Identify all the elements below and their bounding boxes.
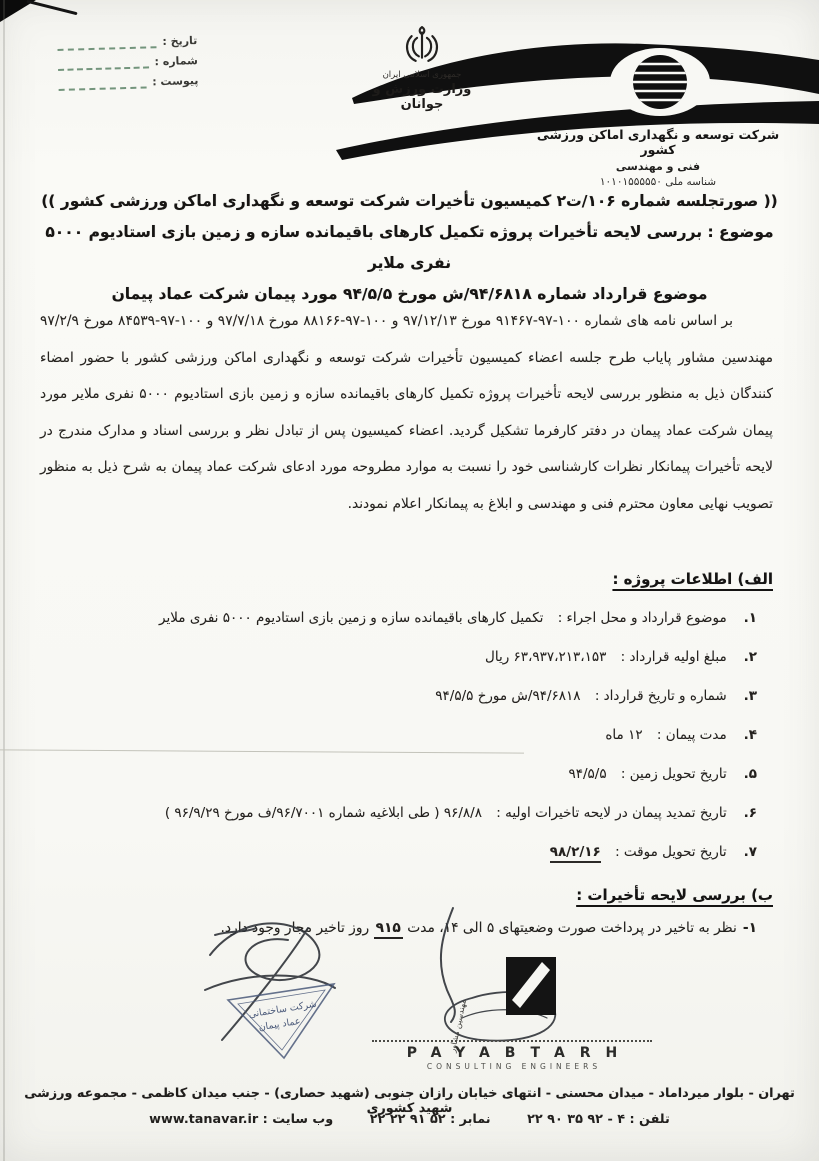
project-info-list [30, 606, 757, 879]
attachment-field [58, 74, 198, 91]
project-item-1 [30, 606, 757, 630]
item-value: ۱۲ ماه [605, 727, 643, 743]
footer-contact-line [24, 1112, 795, 1127]
company-national-id: شناسه ملی ۱۰۱۰۱۵۵۵۵۵۰ [599, 176, 717, 188]
payabtarh-logo-icon [506, 957, 556, 1015]
item-number: ۱- [742, 920, 757, 936]
subject-line: موضوع : بررسی لایحه تأخیرات پروژه تکمیل کارهای باقیمانده سازه و زمین بازی استادیوم ۵۰۰۰ نفری ملایر [45, 223, 774, 272]
project-item-4 [30, 723, 757, 747]
item-value: ۹۴/۶۸۱۸/ش مورخ ۹۴/۵/۵ [435, 688, 581, 704]
item-label: شماره و تاریخ قرارداد : [594, 688, 727, 704]
item-number: ۳. [743, 688, 757, 704]
item-label: مبلغ اولیه قرارداد : [620, 649, 727, 665]
payabtarh-subtitle: CONSULTING ENGINEERS [426, 1062, 602, 1071]
project-item-2 [30, 645, 757, 669]
minutes-title-line: (( صورتجلسه شماره ۱۰۶/ت۲ کمیسیون تأخیرات شرکت توسعه و نگهداری اماکن ورزشی کشور )) [41, 192, 778, 210]
contractor-stamp-line1: شرکت ساختمانی [247, 998, 318, 1021]
attachment-dotted-line [58, 78, 146, 90]
company-name: شرکت توسعه و نگهداری اماکن ورزشی کشور [536, 127, 780, 157]
item-label: تاریخ تحویل موقت : [615, 844, 727, 860]
section-b-heading: ب) بررسی لایحه تأخیرات : [576, 886, 773, 904]
number-field [58, 54, 198, 71]
item-label: تاریخ تمدید پیمان در لایحه تاخیرات اولیه : [496, 805, 727, 821]
consultant-latin-block [372, 1040, 652, 1071]
company-department: فنی و مهندسی [615, 160, 701, 173]
delay-text-after: روز تاخیر مجاز وجود دارد. [220, 920, 374, 936]
item-number: ۴. [743, 727, 757, 743]
item-value: ۹۸/۲/۱۶ [550, 844, 601, 863]
attachment-label: پیوست : [152, 74, 199, 89]
body-paragraph: بر اساس نامه های شماره ۱۰۰-۹۷-۹۱۴۶۷ مورخ ۹۷/۱۲/۱۳ و ۱۰۰-۹۷-۸۸۱۶۶ مورخ ۹۷/۷/۱۸ و ۱۰۰-۹۷-۸۴۵۳۹ مورخ ۹۷/۲/۹ مهندسین مشاور پایاب طرح جلسه اعضاء کمیسیون تأخیرات شرکت توسعه و نگهداری اماکن ورزشی کشور با حضور امضاء کنندگان ذیل به منظور بررسی لایحه تأخیرات پروژه تکمیل کارهای باقیمانده سازه و زمین بازی استادیوم ۵۰۰۰ نفری ملایر مورد پیمان شرکت عماد پیمان در دفتر کارفرما تشکیل گردید. اعضاء کمیسیون پس از تبادل نظر و بررسی اسناد و مدارک مندرج در لایحه تأخیرات پیمانکار نظرات کارشناسی خود را نسبت به موارد مطروحه مورد ادعای شرکت عماد پیمان به شرح ذیل به منظور تصویب نهایی معاون محترم فنی و مهندسی و ابلاغ به پیمانکار اعلام نمودند. [40, 313, 773, 512]
date-number-block [57, 34, 199, 98]
ministry-name: وزارت ورزش و جوانان [372, 82, 472, 112]
item-number: ۷. [743, 844, 757, 860]
project-item-5 [30, 762, 757, 786]
item-label: مدت پیمان : [656, 727, 727, 743]
contractor-triangle-stamp [228, 984, 334, 1058]
country-name: جمهوری اسلامی ایران [382, 70, 462, 80]
item-label: موضوع قرارداد و محل اجراء : [557, 610, 727, 626]
iran-emblem-icon [404, 24, 440, 68]
footer-website: وب سایت : www.tanavar.ir [149, 1112, 334, 1127]
item-number: ۲. [743, 649, 757, 665]
company-block [521, 127, 795, 188]
project-item-3 [30, 684, 757, 708]
footer-fax: نمابر : ۵۲ ۹۱ ۲۲ ۲۲ [369, 1112, 491, 1127]
date-field [57, 34, 197, 51]
item-value: تکمیل کارهای باقیمانده سازه و زمین بازی استادیوم ۵۰۰۰ نفری ملایر [159, 610, 544, 626]
delay-days-value: ۹۱۵ [374, 920, 403, 939]
number-dotted-line [58, 58, 149, 71]
footer-address: تهران - بلوار میرداماد - میدان محسنی - انتهای خیابان رازان جنوبی (شهید حصاری) - جنب میدان کاظمی - مجموعه ورزشی شهید کشوری [24, 1086, 795, 1116]
item-number: ۱. [743, 610, 757, 626]
project-item-6 [30, 801, 757, 825]
contractor-stamp-line2: عماد پیمان [257, 1015, 302, 1034]
delay-text-before: نظر به تاخیر در پرداخت صورت وضعیتهای ۵ الی ۱۴، مدت [402, 920, 737, 936]
item-label: تاریخ تحویل زمین : [620, 766, 727, 782]
date-label: تاریخ : [162, 34, 198, 49]
date-dotted-line [57, 38, 156, 51]
document-title-block [38, 186, 781, 310]
number-label: شماره : [154, 54, 199, 69]
item-number: ۵. [743, 766, 757, 782]
item-value: ۹۴/۵/۵ [568, 766, 607, 782]
project-item-7 [30, 840, 757, 864]
payabtarh-name: PAYABTARH [406, 1045, 633, 1061]
item-number: ۶. [743, 805, 757, 821]
consultant-small-label: مهندسین مشاور [447, 998, 468, 1054]
ministry-block [358, 24, 486, 112]
contract-reference-line: موضوع قرارداد شماره ۹۴/۶۸۱۸/ش مورخ ۹۴/۵/۵ مورد پیمان شرکت عماد پیمان [111, 285, 708, 303]
section-a-heading: الف) اطلاعات پروژه : [612, 570, 773, 588]
item-value: ۹۶/۸/۸ ( طی ابلاغیه شماره ۹۶/۷۰۰۱/ف مورخ ۹۶/۹/۲۹ ) [164, 805, 482, 821]
item-value: ۶۳،۹۳۷،۲۱۳،۱۵۳ ریال [485, 649, 607, 665]
footer-phone: تلفن : ۴ - ۹۲ ۳۵ ۹۰ ۲۲ [527, 1112, 670, 1127]
delay-review-item [221, 920, 758, 936]
